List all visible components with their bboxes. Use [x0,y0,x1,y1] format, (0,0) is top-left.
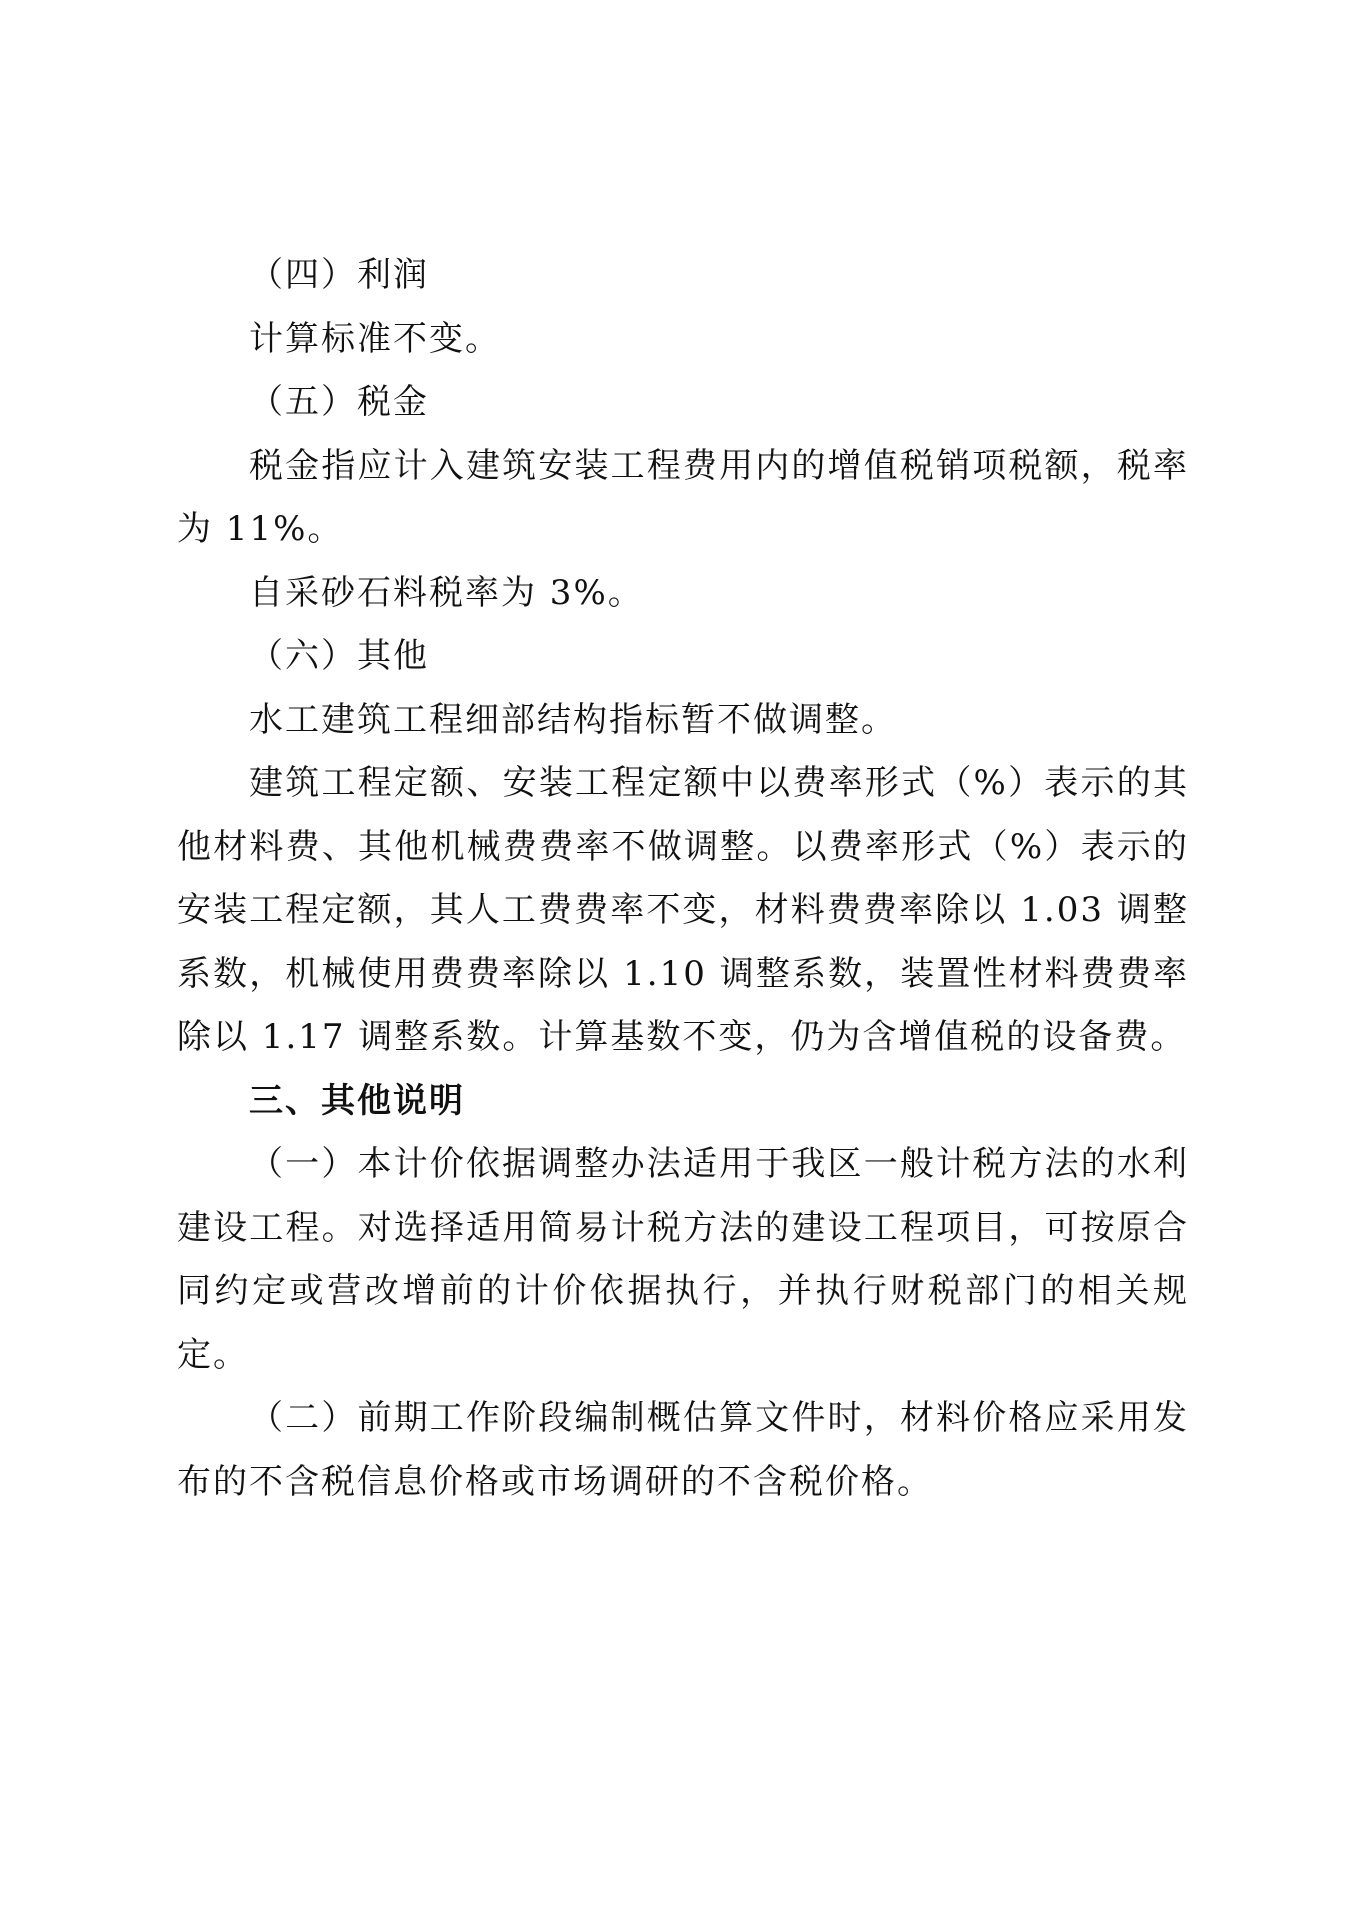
other-body-paragraph-1: 水工建筑工程细部结构指标暂不做调整。 [249,699,897,740]
document-body [177,244,1189,1514]
profit-body: 计算标准不变。 [249,318,501,359]
notes-paragraph-2: （二）前期工作阶段编制概估算文件时，材料价格应采用发布的不含税信息价格或市场调研的不含税价格。 [177,1398,1189,1502]
part-three-heading: 三、其他说明 [249,1080,465,1121]
section-profit-heading: （四）利润 [249,255,429,295]
tax-body-paragraph-2: 自采砂石料税率为 3%。 [249,572,644,613]
section-tax-heading: （五）税金 [249,382,429,422]
notes-paragraph-1: （一）本计价依据调整办法适用于我区一般计税方法的水利建设工程。对选择适用简易计税方法的建设工程项目，可按原合同约定或营改增前的计价依据执行，并执行财税部门的相关规定。 [177,1144,1189,1375]
tax-body-paragraph-1: 税金指应计入建筑安装工程费用内的增值税销项税额，税率为 11%。 [177,445,1189,549]
other-body-paragraph-2: 建筑工程定额、安装工程定额中以费率形式（%）表示的其他材料费、其他机械费费率不做调整。以费率形式（%）表示的安装工程定额，其人工费费率不变，材料费费率除以 1.03 调整系数，机械使用费费率除以 1.10 调整系数，装置性材料费费率除以 1.17 调整系数。计算基数不变，仍为含增值税的设备费。 [177,763,1189,1057]
section-other-heading: （六）其他 [249,636,429,676]
